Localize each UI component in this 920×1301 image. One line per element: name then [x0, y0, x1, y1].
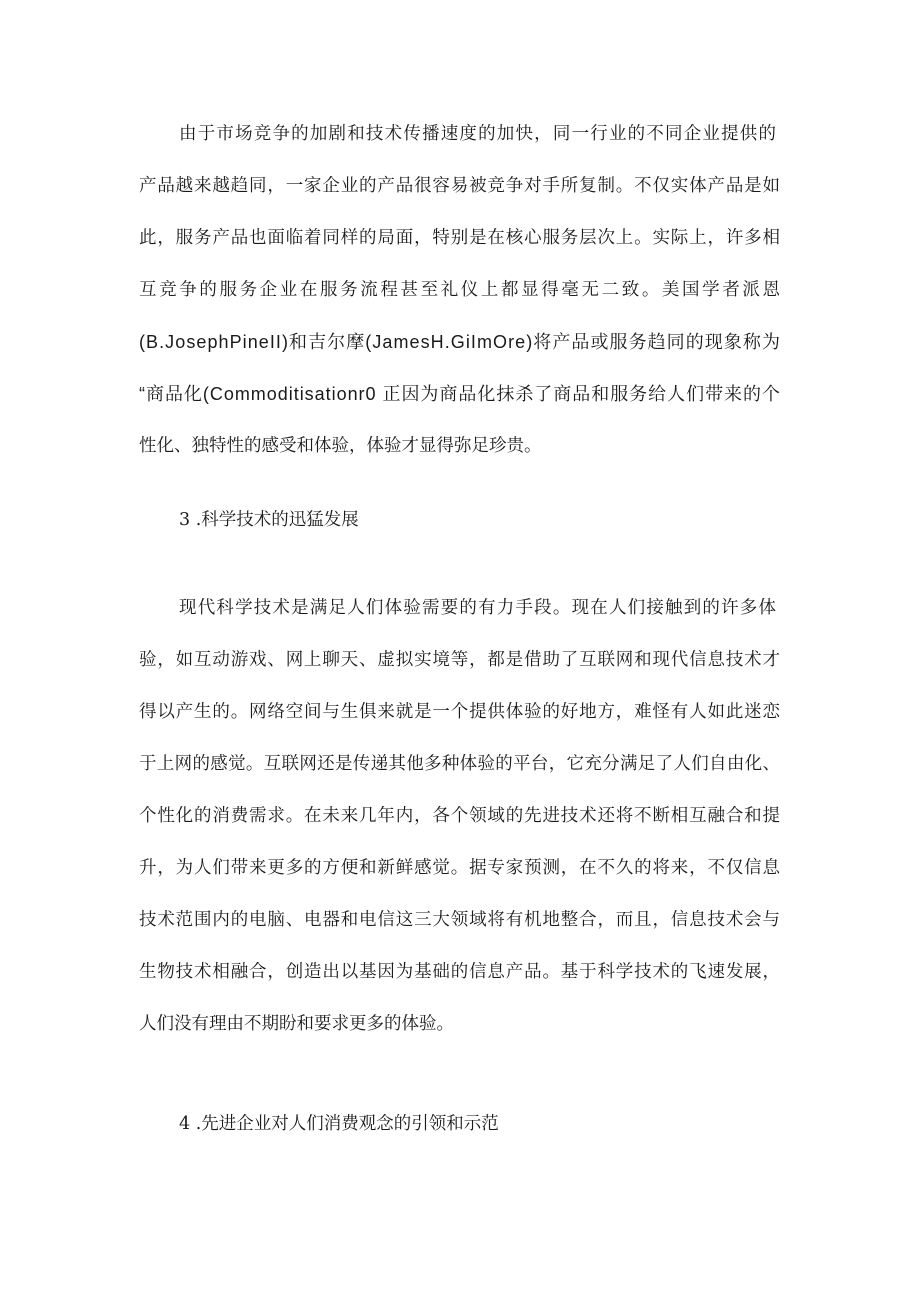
paragraph-2-line-7: 技术范围内的电脑、电器和电信这三大领域将有机地整合，而且，信息技术会与	[139, 910, 781, 930]
paragraph-2-line-6: 升，为人们带来更多的方便和新鲜感觉。据专家预测，在不久的将来，不仅信息	[139, 858, 781, 878]
paragraph-1-line-2: 产品越来越趋同，一家企业的产品很容易被竞争对手所复制。不仅实体产品是如	[139, 176, 781, 196]
paragraph-1-line-4: 互竞争的服务企业在服务流程甚至礼仪上都显得毫无二致。美国学者派恩	[139, 280, 783, 300]
paragraph-2-line-4: 于上网的感觉。互联网还是传递其他多种体验的平台，它充分满足了人们自由化、	[139, 754, 781, 774]
paragraph-2-line-8: 生物技术相融合，创造出以基因为基础的信息产品。基于科学技术的飞速发展，	[139, 962, 781, 982]
paragraph-1-line-6: “商品化(Commoditisationr0 正因为商品化抹杀了商品和服务给人们带来的个	[139, 384, 781, 404]
paragraph-1-line-3: 此，服务产品也面临着同样的局面，特别是在核心服务层次上。实际上，许多相	[139, 228, 781, 248]
paragraph-1-line-1: 由于市场竞争的加剧和技术传播速度的加快，同一行业的不同企业提供的	[179, 124, 778, 144]
paragraph-2-line-2: 验，如互动游戏、网上聊天、虚拟实境等，都是借助了互联网和现代信息技术才	[139, 650, 781, 670]
section-heading-3: 3 .科学技术的迅猛发展	[179, 510, 359, 530]
paragraph-2-line-3: 得以产生的。网络空间与生俱来就是一个提供体验的好地方，难怪有人如此迷恋	[139, 702, 781, 722]
section-heading-4: 4 .先进企业对人们消费观念的引领和示范	[179, 1114, 499, 1134]
paragraph-2-line-9: 人们没有理由不期盼和要求更多的体验。	[139, 1014, 454, 1034]
paragraph-1-line-5: (B.JosephPineII)和吉尔摩(JamesH.GiImOre)将产品或服务趋同的现象称为	[139, 332, 782, 352]
paragraph-2-line-1: 现代科学技术是满足人们体验需要的有力手段。现在人们接触到的许多体	[179, 598, 778, 618]
paragraph-2-line-5: 个性化的消费需求。在未来几年内，各个领域的先进技术还将不断相互融合和提	[139, 806, 781, 826]
paragraph-1-line-7: 性化、独特性的感受和体验，体验才显得弥足珍贵。	[139, 436, 542, 456]
